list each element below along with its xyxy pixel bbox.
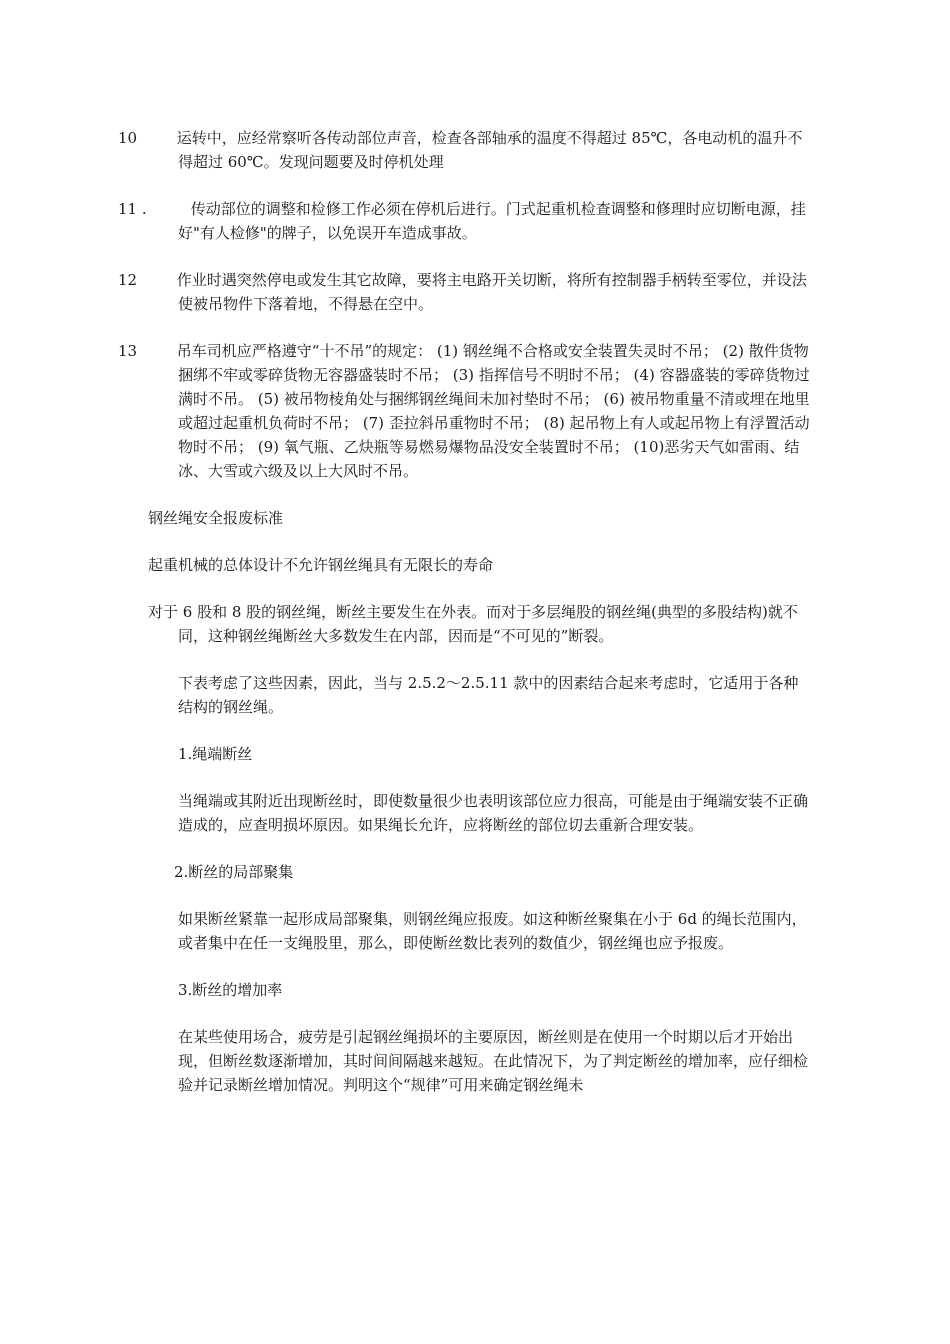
strand-paragraph: 对于 6 股和 8 股的钢丝绳，断丝主要发生在外表。而对于多层绳股的钢丝绳(典型的多股结构)就不同，这种钢丝绳断丝大多数发生在内部，因而是“不可见的”断裂。 [148,603,798,645]
table-note-paragraph: 下表考虑了这些因素，因此，当与 2.5.2～2.5.11 款中的因素结合起来考虑时，它适用于各种结构的钢丝绳。 [178,674,799,716]
subsection-title-2: 2.断丝的局部聚集 [174,863,294,881]
intro-paragraph: 起重机械的总体设计不允许钢丝绳具有无限长的寿命 [148,556,494,574]
rule-item-10 [118,126,812,174]
rule-item-11 [118,197,812,245]
document-body [118,126,812,1120]
rule-item-13 [118,339,812,483]
subsection-text-3: 在某些使用场合，疲劳是引起钢丝绳损坏的主要原因，断丝则是在使用一个时期以后才开始出现，但断丝数逐渐增加，其时间间隔越来越短。在此情况下，为了判定断丝的增加率，应仔细检验并记录断丝增加情况。判明这个“规律”可用来确定钢丝绳未 [178,1028,809,1094]
rule-text: 运转中，应经常察听各传动部位声音，检查各部轴承的温度不得超过 85℃，各电动机的温升不得超过 60℃。发现问题要及时停机处理 [176,129,803,171]
rule-text: 吊车司机应严格遵守“十不吊”的规定： (1) 钢丝绳不合格或安全装置失灵时不吊； (2) 散件货物捆绑不牢或零碎货物无容器盛装时不吊； (3) 指挥信号不明时不吊； (4) 容器盛装的零碎货物过满时不吊。 (5) 被吊物棱角处与捆绑钢丝绳间未加衬垫时不吊； (6) 被吊物重量不清或埋在地里或超过起重机负荷时不吊； (7) 歪拉斜吊重物时不吊； (8) 起吊物上有人或起吊物上有浮置活动物时不吊； (9) 氧气瓶、乙炔瓶等易燃易爆物品没安全装置时不吊； (10)恶劣天气如雷雨、结冰、大雪或六级及以上大风时不吊。 [176,342,810,480]
rule-number: 13 [118,342,138,360]
subsection-title-3: 3.断丝的增加率 [178,981,283,999]
rule-number: 12 [118,271,138,289]
subsection-title-1: 1.绳端断丝 [178,745,253,763]
rule-number: 11 . [118,200,147,218]
section-title: 钢丝绳安全报废标准 [148,509,284,527]
rule-number: 10 [118,129,138,147]
rule-text: 作业时遇突然停电或发生其它故障，要将主电路开关切断，将所有控制器手柄转至零位，并设法使被吊物件下落着地，不得悬在空中。 [176,271,807,313]
subsection-text-1: 当绳端或其附近出现断丝时，即使数量很少也表明该部位应力很高，可能是由于绳端安装不正确造成的，应查明损坏原因。如果绳长允许，应将断丝的部位切去重新合理安装。 [178,792,809,834]
subsection-text-2: 如果断丝紧靠一起形成局部聚集，则钢丝绳应报废。如这种断丝聚集在小于 6d 的绳长范围内，或者集中在任一支绳股里，那么，即使断丝数比表列的数值少，钢丝绳也应予报废。 [178,910,807,952]
rule-text: 传动部位的调整和检修工作必须在停机后进行。门式起重机检查调整和修理时应切断电源，挂好"有人检修"的牌子，以免误开车造成事故。 [178,200,806,242]
rule-item-12 [118,268,812,316]
